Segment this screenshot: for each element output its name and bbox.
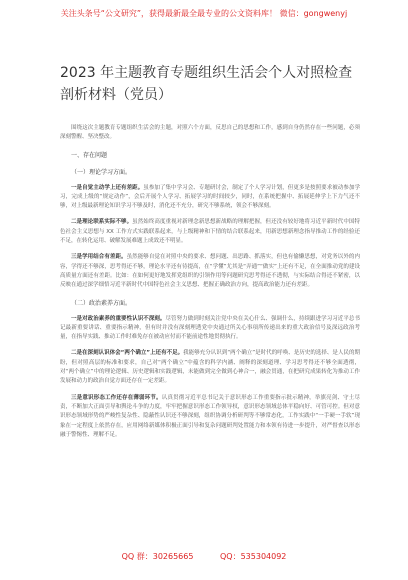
paragraph-text: 尽管努力做到时刻关注党中央在关心什么、强调什么，持续跟进学习习近平总书记最新重要讲话、重要指示精神，但有时并没有深刻理透党中央通过所关心事项所传递出来的重大政治信号及深远政治考量，在指导实践、推动工作时难免存在被动应付而不能前途性地贯彻执行。 [60, 315, 360, 341]
paragraph-lead: 三是学用结合有差距。 [71, 254, 127, 261]
paragraph [60, 349, 360, 386]
promo-banner: 关注头条号“公文研究”，获得最新最全最专业的公文资料库！ 微信：gongwenyj [60, 9, 348, 18]
paragraph-lead: 二是在深刻认识体会“两个确立”上还有不足。 [71, 350, 184, 357]
paragraph-text: 认真贯彻习近平总书记关于意识形态工作重要指示批示精神，举旗亮剑、守土尽责，不断加大正面引导和舆论斗争的力度，牢牢把握意识形态工作领导权，意识形态领域总体平稳向好、可管可控。但对意识形态领域形势的严峻性复杂性、隐蔽性认识还不够深刻，组织协调分析研判等不够常态化，工作实践中“一手硬一手软”现象在一定程度上依然存在，应用网络新媒体积极正面引导和复杂问题研判处置能力和本领有待进一步提升，对严督查以形态融于警惕性、理解不足。 [60, 394, 360, 438]
contact-footer [0, 551, 408, 563]
paragraph-text: 我能够充分认识到“两个确立”是时代的呼唤、是历史的选择、是人民的期盼，但对照高层的标准和要求，自己对“两个确立”中蕴含的科学内涵、阐释的深刻道理、学习思考得还不够全面透彻，对“两个确立”中的理论逻辑、历史逻辑和实践逻辑，未能做到完全做到心神合一，融会贯通，在把研究成果转化为推动工作发展和动力的政治自觉方面还存在一定差距。 [60, 350, 360, 385]
document-title: 2023 年主题教育专题组织生活会个人对照检查剖析材料（党员） [60, 65, 353, 103]
section-heading: 一、存在问题 [71, 151, 108, 159]
paragraph [60, 184, 360, 212]
paragraph-text: 虽然能够自觉在对照中央的要求、想问题、出思路、抓落实，但也有偷懒思想，对党务以外的内容，学得还不够深，思考得还不够，理论水平还有待提高，在“学懂”尤其是“弄通”“做实”上还有不足，在全面推动党的建设高质量方面还有差距。比如：在如何更好地发挥党组织的引领作用等问题研究思考得还不透彻，与实际结合得还不紧密，以反映在通过深学细悟习近平新时代中国特色社会主义思想、把握正确政治方向，提高政治能力还有差距。 [60, 254, 360, 289]
paragraph [60, 315, 360, 343]
document-body [60, 124, 360, 440]
paragraph-lead: 三是意识形态工作还存在薄弱环节。 [71, 394, 162, 401]
qq-number: QQ：535304092 [220, 552, 287, 561]
paragraph [60, 394, 360, 440]
paragraph-lead: 一是对政治素养的重要性认识不深刻。 [71, 315, 166, 322]
paragraph [60, 218, 360, 246]
paragraph-text: 虽然始终高度重视对新理念新思想新战略的理解把握，但还没有较好地将习近平新时代中国特色社会主义思想与 XX 工作方式实践联系起来，与上级精神和下情的结合联系起来，用新思想新理念指导推动工作的经验还不足，在转化运用、破解发展难题上成效还不明显。 [60, 219, 360, 245]
subsection-heading: （二）政治素养方面。 [71, 299, 132, 307]
paragraph-lead: 一是自觉主动学上还有差距。 [71, 184, 144, 191]
qq-group: QQ 群：30265665 [121, 552, 194, 561]
intro-paragraph: 围绕这次主题教育专题组织生活会的主题，对照六个方面，反思自己的思想和工作，感到自身仍然存在一些问题，必须深刻警醒、坚决整改。 [60, 125, 360, 141]
paragraph-text: 虽参加了集中学习会、专题研讨会，制定了个人学习计划，但更多是按照要求被动参加学习，完成上级的“规定动作”，会后开展个人学习、拓展学习的时间较少，同时，在系统把握中、拓展延伸学上下力气还不够，对上级最新理论知识学习不够及时，消化还不充分，研究不够系统，领会不够深刻。 [60, 184, 360, 210]
paragraph-lead: 二是理论联系实际不够。 [71, 219, 133, 226]
subsection-heading: （一）理论学习方面。 [71, 168, 132, 176]
paragraph [60, 253, 360, 290]
